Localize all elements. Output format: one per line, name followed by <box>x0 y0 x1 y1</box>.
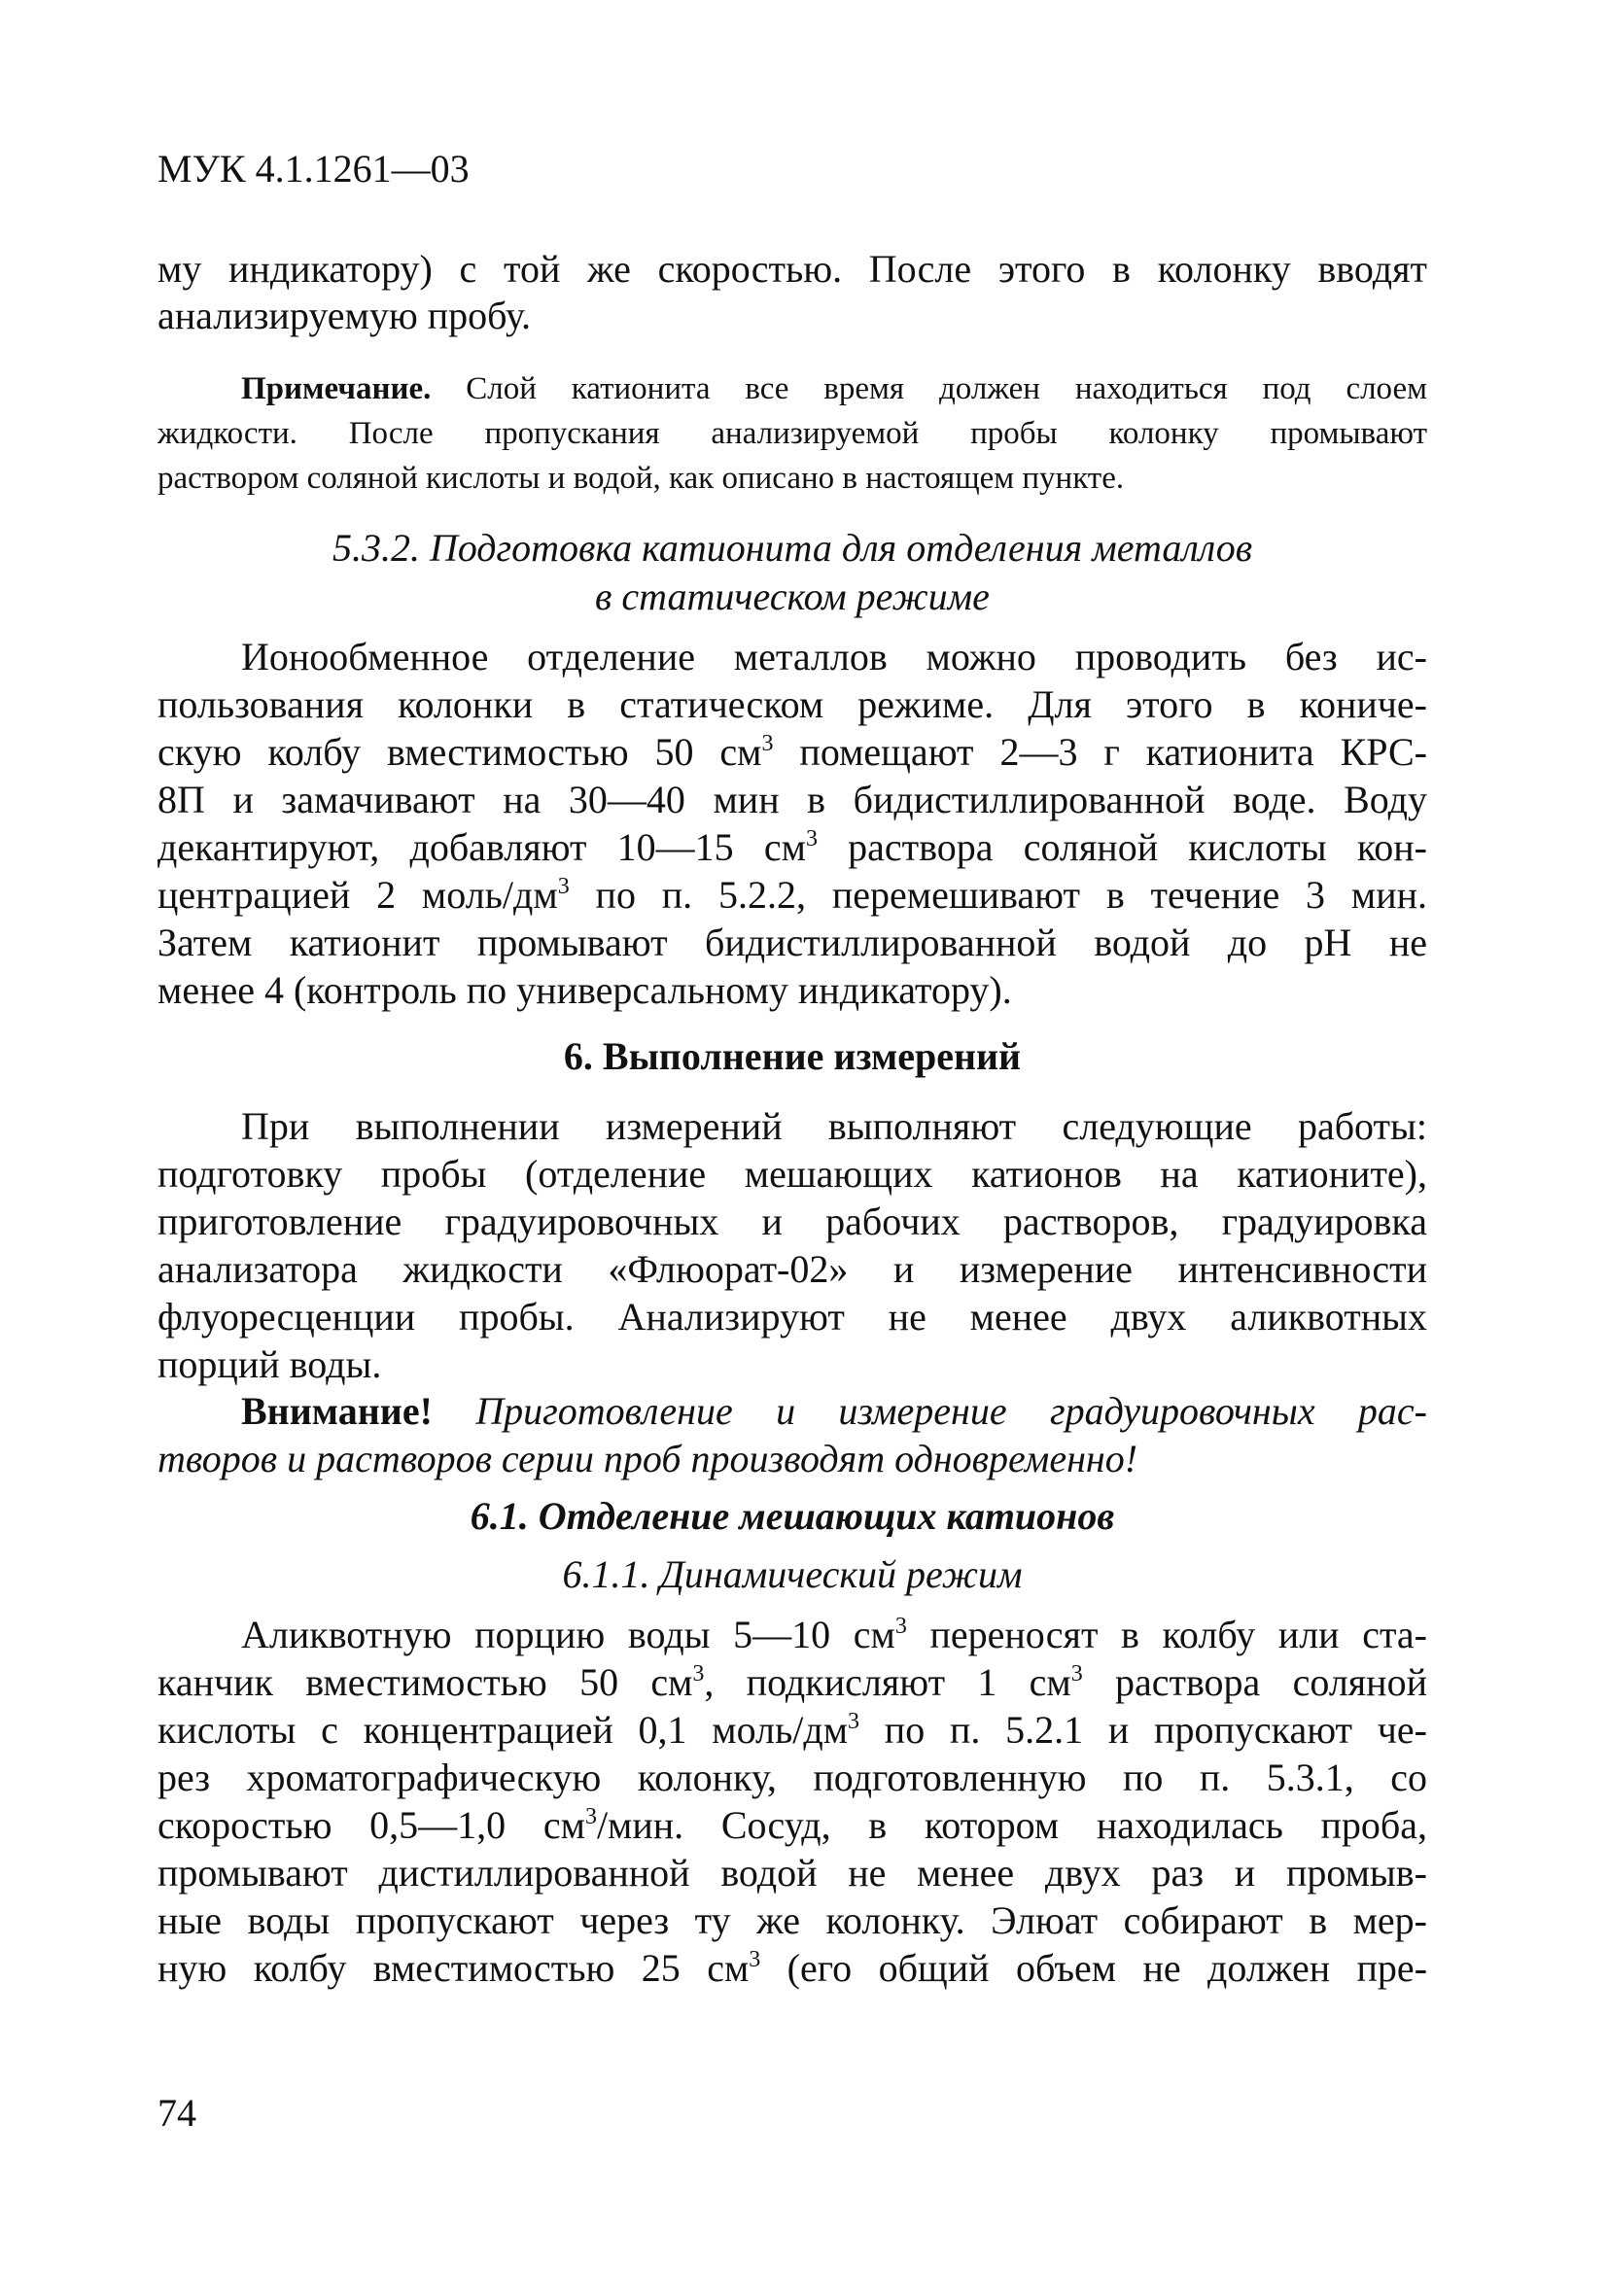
superscript: 3 <box>761 731 774 756</box>
superscript: 3 <box>805 826 818 852</box>
body-line: подготовку пробы (отделение мешающих катионов на катионите), <box>157 1152 1427 1196</box>
note-line: раствором соляной кислоты и водой, как описано в настоящем пункте. <box>157 461 1125 496</box>
subsection-title: в статическом режиме <box>595 574 990 618</box>
body-line: му индикатору) с той же скоростью. После этого в колонку вводят <box>157 247 1427 291</box>
subsubsection-title: 6.1.1. Динамический режим <box>562 1552 1023 1596</box>
body-line: флуоресценции пробы. Анализируют не менее двух аликвотных <box>157 1295 1427 1339</box>
superscript: 3 <box>894 1614 907 1639</box>
subsection-title: 6.1. Отделение мешающих катионов <box>470 1494 1115 1538</box>
body-line: Затем катионит промывают бидистиллированной водой до pH не <box>157 921 1427 964</box>
body-line: декантируют, добавляют 10—15 $см^3$ раствора соляной кислоты кон- <box>157 825 1428 869</box>
body-line: Ионообменное отделение металлов можно проводить без ис- <box>241 635 1427 678</box>
body-line: ную колбу вместимостью 25 $см^3$ (его общий объем не должен пре- <box>157 1946 1428 1990</box>
body-line: пользования колонки в статическом режиме. Для этого в кониче- <box>157 682 1427 726</box>
body-line: анализатора жидкости «Флюорат-02» и измерение интенсивности <box>157 1247 1427 1291</box>
page-number: 74 <box>157 2091 196 2135</box>
warning-label: Внимание! <box>241 1389 433 1433</box>
running-header: МУК 4.1.1261—03 <box>157 147 470 191</box>
superscript: 3 <box>1070 1661 1083 1687</box>
body-line: порций воды. <box>157 1342 382 1386</box>
body-line: анализируемую пробу. <box>157 294 531 337</box>
body-line: промывают дистиллированной водой не менее двух раз и промыв- <box>157 1851 1427 1895</box>
body-line: центрацией 2 моль/$дм^3$ по п. 5.2.2, перемешивают в течение 3 мин. <box>157 873 1428 917</box>
body-line: рез хроматографическую колонку, подготовленную по п. 5.3.1, со <box>157 1756 1427 1799</box>
body-line: менее 4 (контроль по универсальному индикатору). <box>157 968 1012 1012</box>
body-line: приготовление градуировочных и рабочих растворов, градуировка <box>157 1200 1427 1243</box>
note-label: Примечание. <box>241 371 432 406</box>
superscript: 3 <box>557 874 570 899</box>
body-line: При выполнении измерений выполняют следующие работы: <box>241 1104 1427 1148</box>
superscript: 3 <box>584 1804 597 1829</box>
body-line: Аликвотную порцию воды 5—10 $см^3$ переносят в колбу или ста- <box>241 1613 1427 1656</box>
subsection-title: 5.3.2. Подготовка катионита для отделения металлов <box>332 526 1253 570</box>
warning-line: творов и растворов серии проб производят одновременно! <box>157 1437 1138 1480</box>
superscript: 3 <box>692 1661 705 1687</box>
superscript: 3 <box>749 1947 761 1972</box>
body-line: канчик вместимостью 50 $см^3$, подкисляют 1 $см^3$ раствора соляной <box>157 1660 1427 1704</box>
warning-line: Внимание! Приготовление и измерение градуировочных рас- <box>241 1389 1427 1433</box>
body-line: 8П и замачивают на 30—40 мин в бидистиллированной воде. Воду <box>157 778 1427 821</box>
body-line: кислоты с концентрацией 0,1 моль/$дм^3$ по п. 5.2.1 и пропускают че- <box>157 1708 1427 1752</box>
body-line: ные воды пропускают через ту же колонку. Элюат собирают в мер- <box>157 1898 1427 1942</box>
note-line: жидкости. После пропускания анализируемой пробы колонку промывают <box>157 416 1427 451</box>
section-title: 6. Выполнение измерений <box>563 1034 1022 1078</box>
superscript: 3 <box>848 1709 860 1734</box>
note-line <box>241 369 1427 408</box>
body-line: скую колбу вместимостью 50 $см^3$ помещают 2—3 г катионита КРС- <box>157 730 1427 774</box>
body-line: скоростью 0,5—1,0 $см^3$/мин. Сосуд, в котором находилась проба, <box>157 1803 1428 1847</box>
note-text: Слой катионита все время должен находиться под слоем <box>431 371 1427 406</box>
